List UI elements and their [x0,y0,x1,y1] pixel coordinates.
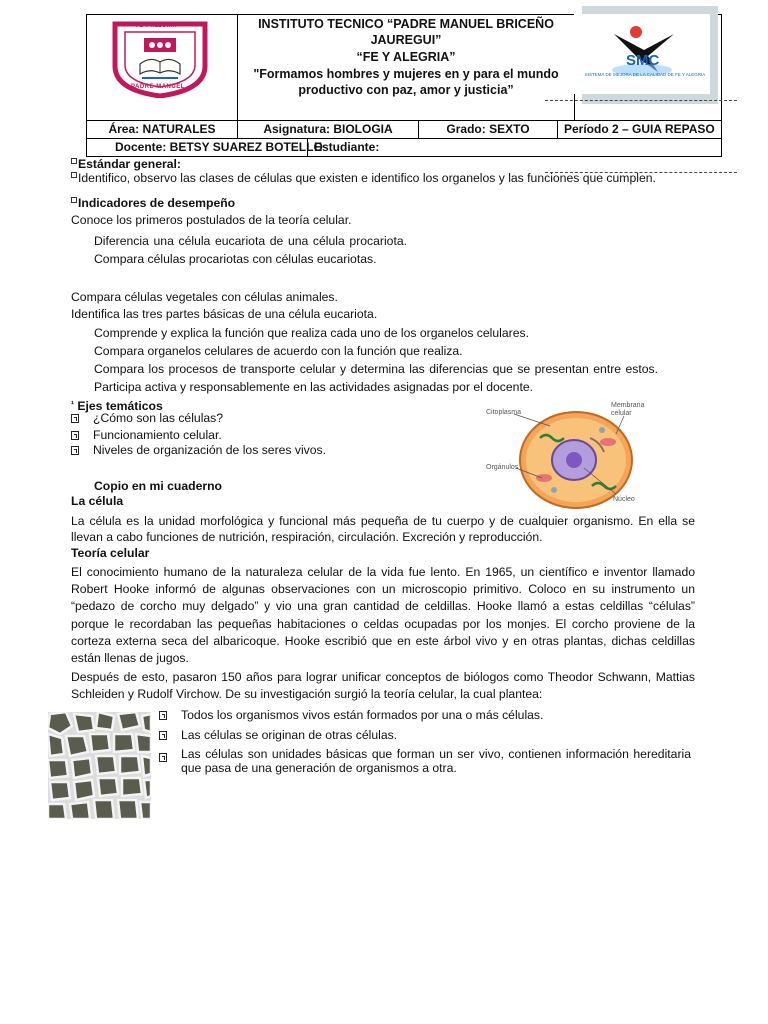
label-membrana: Membrana celular [611,402,645,417]
label-citoplasma: Citoplasma [486,409,522,416]
label-nucleo: Núcleo [613,496,635,503]
indicador-item-7: Compara los procesos de transporte celular y determina las diferencias que se presentan entre estos. Participa activa y responsablemente en las actividades asignadas por el docente. [94,362,658,394]
bullet-icon [159,711,167,720]
area-cell: Área: NATURALES [86,120,238,139]
estandar-dashed-line [545,172,737,173]
school-motto: “FE Y ALEGRIA” [356,50,456,64]
indicadores-title-line [71,195,235,211]
indicador-item-5: Comprende y explica la función que realiza cada uno de los organelos celulares. [94,326,529,340]
bullet-icon [71,446,79,455]
copio-heading: Copio en mi cuaderno [94,479,222,493]
docente-cell: Docente: BETSY SUAREZ BOTELLO [86,138,308,157]
postulado-3-text: Las células son unidades básicas que forman un ser vivo, contienen información hereditaria que pasa de una generación de organismos a otra. [181,747,691,775]
school-mission: "Formamos hombres y mujeres en y para el mundo productivo con paz, amor y justicia” [253,67,559,97]
ejes-item-1 [71,410,223,426]
ejes-marker: ¹ [71,399,74,409]
label-organulos: Orgánulos [486,464,519,471]
header-dashed-line [545,100,737,101]
bullet-icon [71,414,79,423]
estudiante-field[interactable]: Estudiante: [307,138,722,157]
estandar-title: Estándar general: [78,157,181,171]
postulado-2-text: Las células se originan de otras células. [181,728,398,742]
postulado-1-text: Todos los organismos vivos están formados por una o más células. [181,708,544,722]
ejes-item-2 [71,427,222,443]
periodo-cell: Período 2 – GUIA REPASO [557,120,722,139]
bullet-icon [71,431,79,440]
indicador-item-3: Compara células vegetales con células animales. [71,290,338,304]
postulado-3 [159,747,691,775]
smc-logo-caption: SISTEMA DE MEJORA DE LA CALIDAD DE FE Y ALEGRIA [584,72,706,77]
ejes-item-2-text: Funcionamiento celular. [93,428,222,442]
indicador-item-1: Conoce los primeros postulados de la teoría celular. [71,213,352,227]
indicadores-title: Indicadores de desempeño [78,196,236,210]
checkbox-icon [71,172,77,178]
ejes-item-3 [71,442,326,458]
school-crest-top-text: FE Y ALEGRIA [136,23,177,29]
grado-cell: Grado: SEXTO [418,120,558,139]
checkbox-icon [71,197,77,203]
indicador-item-4: Identifica las tres partes básicas de una célula eucariota. [71,307,378,321]
bullet-icon [159,731,167,740]
ejes-item-3-text: Niveles de organización de los seres vivos. [93,443,327,457]
school-crest-bottom-text: PADRE MANUEL [131,84,185,90]
bullet-icon [159,753,167,762]
indicador-item-2: Diferencia una célula eucariota de una célula procariota. Compara células procariotas con células eucariotas. [94,234,407,266]
ejes-title: Ejes temáticos [77,399,163,413]
teoria-title: Teoría celular [71,546,150,560]
estandar-text: Identifico, observo las clases de células que existen e identifico los organelos y las funciones que cumplen. [78,171,656,185]
smc-logo-text: SMC [626,52,660,69]
postulado-1 [159,707,543,723]
la-celula-text: La célula es la unidad morfológica y funcional más pequeña de tu cuerpo y de cualquier organismo. En ella se llevan a cabo funciones de nutrición, respiración, circulación. Excreción y reproducción. [71,514,695,544]
school-name: INSTITUTO TECNICO “PADRE MANUEL BRICEÑO JAUREGUI” [258,17,554,47]
ejes-item-1-text: ¿Cómo son las células? [93,411,224,425]
la-celula-title: La célula [71,494,124,508]
teoria-paragraph-1: El conocimiento humano de la naturaleza celular de la vida fue lento. En 1965, un científico e inventor llamado Robert Hooke informó de algunas observaciones con un microscopio primitivo. Coloco en su instrumento un “pedazo de corcho muy delgado” y vio una gran cantidad de celdillas. Hooke llamó a estas celdillas “células” porque le recordaban las pequeñas habitaciones o celdas ocupadas por los monjes. El corcho proviene de la corteza externa seca del albaricoque. Hooke escribió que en este árbol vivo y en otras plantas, dichas celdillas están llenas de jugos. [71,565,695,666]
indicador-item-6: Compara organelos celulares de acuerdo con la función que realiza. [94,344,463,358]
cork-cells-image [48,712,151,819]
checkbox-icon [71,158,77,164]
postulado-2 [159,727,397,743]
asignatura-cell: Asignatura: BIOLOGIA [237,120,419,139]
teoria-paragraph-2: Después de esto, pasaron 150 años para lograr unificar conceptos de biólogos como Theodor Schwann, Mattias Schleiden y Rudolf Virchow. De su investigación surgió la teoría celular, la cual plantea: [71,670,695,701]
